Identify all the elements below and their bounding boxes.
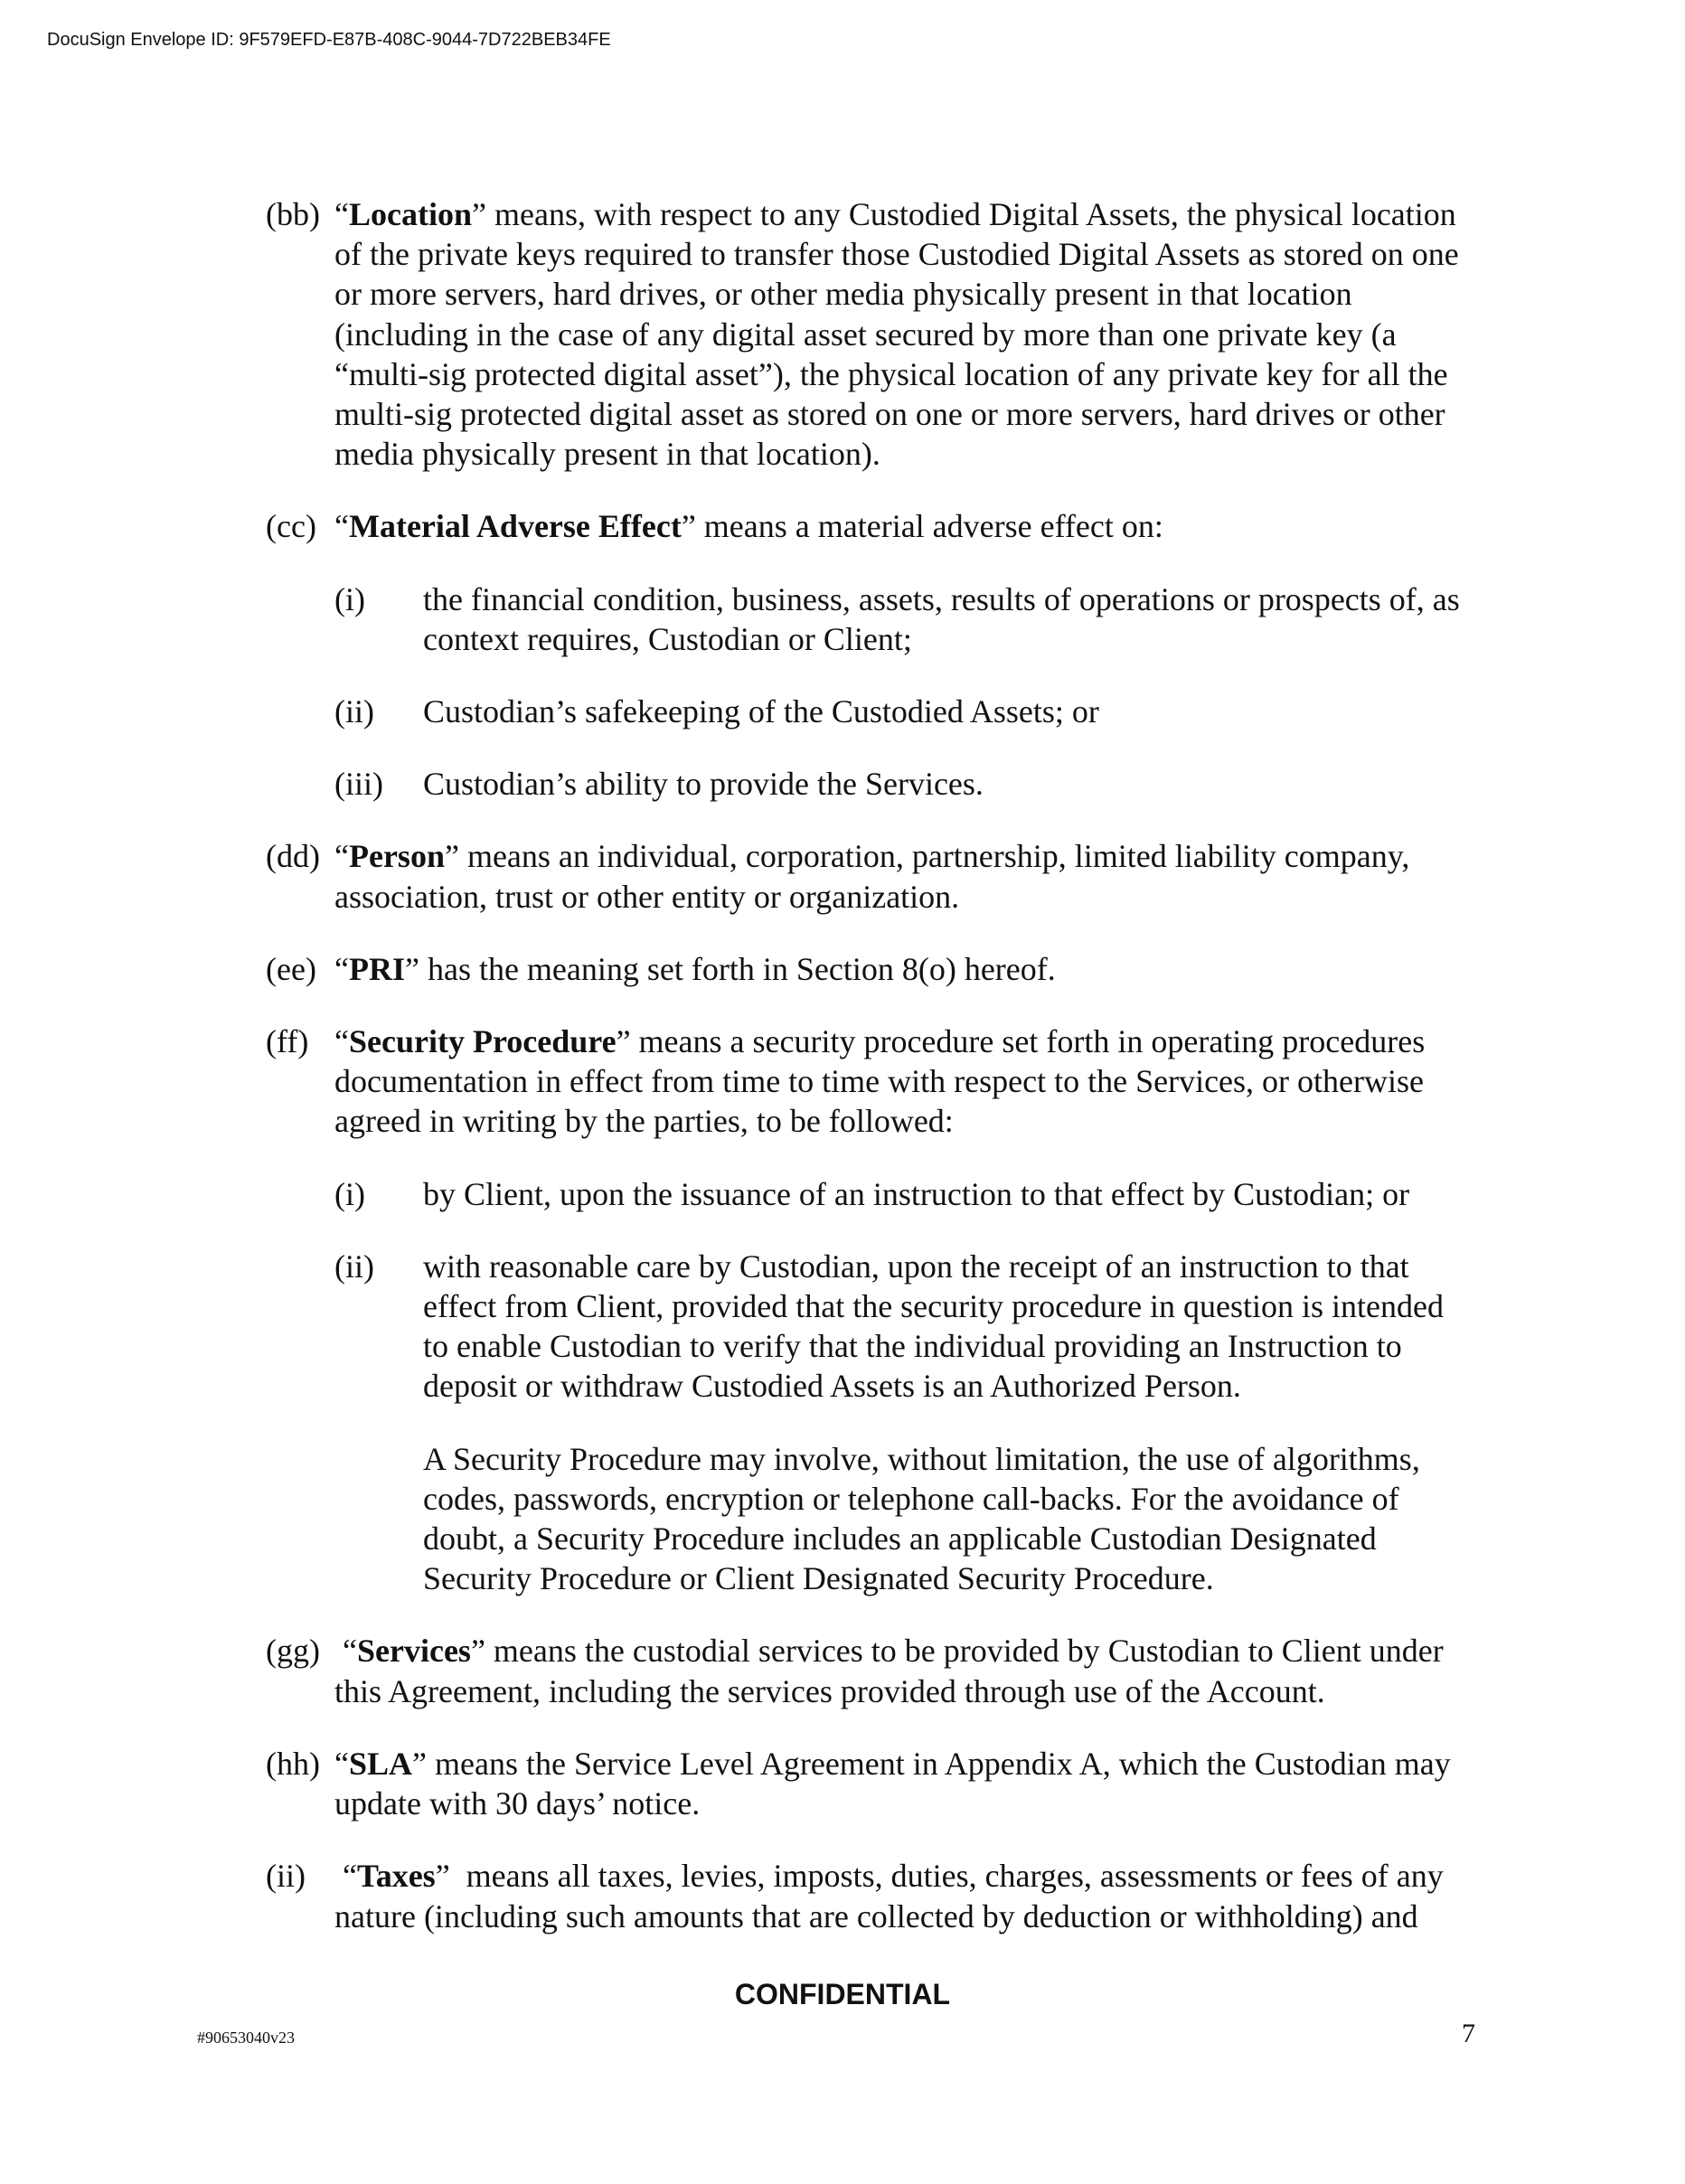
subitem-text [423, 692, 1099, 731]
definition-text [334, 836, 1409, 916]
confidential-marking: CONFIDENTIAL [734, 1978, 951, 2010]
definition-label: (ff) [266, 1023, 309, 1060]
subitem-text [423, 579, 1460, 659]
definition-label: (dd) [266, 838, 320, 875]
text-line: association, trust or other entity or organization. [334, 878, 960, 915]
definition-label: (cc) [266, 508, 316, 545]
text-line: effect from Client, provided that the security procedure in question is intended [423, 1288, 1445, 1325]
text-line: agreed in writing by the parties, to be followed: [334, 1103, 954, 1140]
text-line: “Security Procedure” means a security procedure set forth in operating procedures [334, 1023, 1426, 1060]
text-line: media physically present in that location). [334, 436, 880, 473]
text-line: nature (including such amounts that are collected by deduction or withholding) and [334, 1897, 1418, 1935]
text-line: or more servers, hard drives, or other media physically present in that location [334, 276, 1352, 313]
definition-ff [266, 1021, 1495, 1142]
definition-bb [266, 194, 1495, 474]
subitem-label: (ii) [334, 1247, 374, 1285]
subitem-cc-i [334, 579, 1495, 659]
subitem-label: (i) [334, 1175, 365, 1212]
text-line: Security Procedure or Client Designated Security Procedure. [423, 1560, 1214, 1597]
defined-term: SLA [348, 1745, 413, 1782]
defined-term: Services [356, 1633, 471, 1670]
document-number: #90653040v23 [197, 2029, 295, 2047]
definition-dd [266, 836, 1495, 916]
text-line: “PRI” has the meaning set forth in Section 8(o) hereof. [334, 950, 1056, 987]
subitem-label: (ii) [334, 693, 374, 730]
text-line: Custodian’s safekeeping of the Custodied Assets; or [423, 693, 1099, 730]
text-line: update with 30 days’ notice. [334, 1785, 701, 1822]
definition-text [334, 1631, 1444, 1710]
subitem-label: (iii) [334, 766, 383, 803]
subitem-cc-ii [334, 692, 1495, 731]
defined-term: Person [348, 838, 445, 875]
page-number: 7 [1462, 2019, 1475, 2048]
defined-term: Material Adverse Effect [348, 508, 682, 545]
text-line: “Material Adverse Effect” means a material adverse effect on: [334, 508, 1163, 545]
text-line: the financial condition, business, assets, results of operations or prospects of, as [423, 580, 1460, 617]
definition-label: (gg) [266, 1633, 320, 1670]
subitem-text [423, 1247, 1444, 1407]
definition-text [334, 506, 1163, 546]
subitem-text [423, 1174, 1409, 1214]
text-line: “Services” means the custodial services to be provided by Custodian to Client under [334, 1633, 1444, 1670]
definition-text [334, 1856, 1444, 1935]
text-line: multi-sig protected digital asset as stored on one or more servers, hard drives or other [334, 396, 1445, 433]
defined-term: Taxes [356, 1858, 436, 1895]
definition-ii [266, 1856, 1495, 1935]
text-line: “Taxes” means all taxes, levies, imposts, duties, charges, assessments or fees of any [334, 1858, 1444, 1895]
definition-cc [266, 506, 1495, 546]
text-line: this Agreement, including the services provided through use of the Account. [334, 1672, 1325, 1709]
text-line: A Security Procedure may involve, without limitation, the use of algorithms, [423, 1440, 1420, 1477]
text-line: Custodian’s ability to provide the Services. [423, 766, 984, 803]
definitions-section [266, 194, 1495, 1936]
text-line: with reasonable care by Custodian, upon the receipt of an instruction to that [423, 1247, 1409, 1285]
text-line: “Location” means, with respect to any Custodied Digital Assets, the physical location [334, 196, 1456, 232]
definition-label: (hh) [266, 1745, 320, 1782]
text-line: to enable Custodian to verify that the individual providing an Instruction to [423, 1328, 1402, 1365]
envelope-id-header: DocuSign Envelope ID: 9F579EFD-E87B-408C-9044-7D722BEB34FE [47, 30, 611, 50]
text-line: deposit or withdraw Custodied Assets is an Authorized Person. [423, 1368, 1241, 1405]
definition-label: (ee) [266, 950, 316, 987]
definition-label: (bb) [266, 196, 320, 232]
subitem-ff-i [334, 1174, 1495, 1214]
definition-text [334, 1744, 1451, 1823]
text-line: (including in the case of any digital asset secured by more than one private key (a [334, 315, 1397, 353]
subitem-ff-ii [334, 1247, 1495, 1407]
security-procedure-note [423, 1439, 1495, 1599]
text-line: of the private keys required to transfer those Custodied Digital Assets as stored on one [334, 236, 1459, 273]
subitem-label: (i) [334, 580, 365, 617]
definition-text [334, 949, 1056, 989]
definition-text [334, 1021, 1425, 1142]
defined-term: Security Procedure [348, 1023, 617, 1060]
text-line: documentation in effect from time to time with respect to the Services, or otherwise [334, 1063, 1424, 1100]
definition-hh [266, 1744, 1495, 1823]
text-line: codes, passwords, encryption or telephone call-backs. For the avoidance of [423, 1480, 1399, 1517]
defined-term: Location [348, 196, 472, 232]
text-line: by Client, upon the issuance of an instruction to that effect by Custodian; or [423, 1175, 1410, 1212]
text-line: “multi-sig protected digital asset”), the physical location of any private key for all the [334, 355, 1448, 392]
subitem-text [423, 764, 984, 804]
definition-ee [266, 949, 1495, 989]
subitem-cc-iii [334, 764, 1495, 804]
definition-label: (ii) [266, 1858, 306, 1895]
defined-term: PRI [348, 950, 405, 987]
definition-text [334, 194, 1459, 474]
text-line: context requires, Custodian or Client; [423, 620, 912, 657]
text-line: “SLA” means the Service Level Agreement in Appendix A, which the Custodian may [334, 1745, 1451, 1782]
definition-gg [266, 1631, 1495, 1710]
text-line: “Person” means an individual, corporation, partnership, limited liability company, [334, 838, 1410, 875]
text-line: doubt, a Security Procedure includes an applicable Custodian Designated [423, 1520, 1377, 1558]
